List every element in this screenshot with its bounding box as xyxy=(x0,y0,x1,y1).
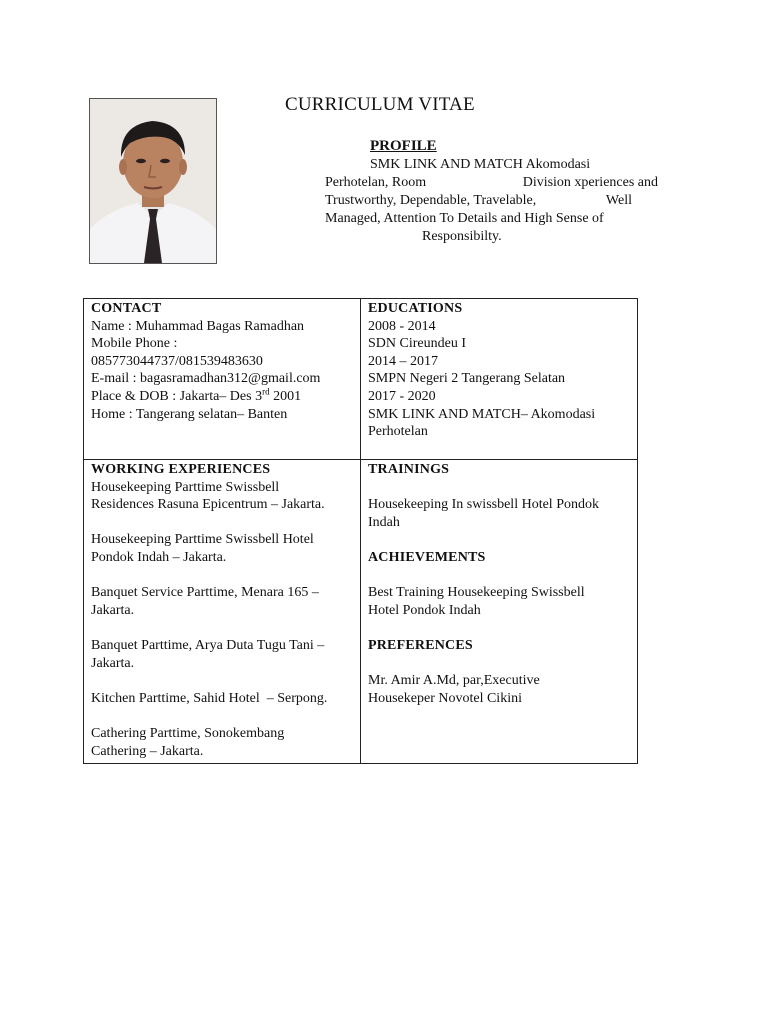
work-line: Residences Rasuna Epicentrum – Jakarta. xyxy=(91,497,325,513)
educations-cell xyxy=(361,299,638,460)
spacer xyxy=(91,567,353,585)
spacer xyxy=(368,619,630,637)
work-item xyxy=(91,637,353,672)
dob-year: 2001 xyxy=(269,388,302,404)
profile-line xyxy=(325,192,670,210)
spacer xyxy=(368,531,630,549)
educations-heading: EDUCATIONS xyxy=(368,301,463,316)
spacer xyxy=(368,655,630,673)
dob-ordinal: rd xyxy=(262,386,270,397)
page-title: CURRICULUM VITAE xyxy=(285,94,475,115)
profile-text-fragment: Division xperiences and xyxy=(522,175,658,190)
profile-text-fragment: Well xyxy=(605,193,632,208)
work-line: Banquet Parttime, Arya Duta Tugu Tani – xyxy=(91,637,325,653)
work-line: Banquet Service Parttime, Menara 165 – xyxy=(91,585,319,601)
work-item xyxy=(91,725,353,760)
portrait-image xyxy=(90,99,216,263)
work-heading: WORKING EXPERIENCES xyxy=(91,462,271,477)
profile-line xyxy=(325,174,670,192)
work-line: Pondok Indah – Jakarta. xyxy=(91,549,227,565)
contact-mobile-label: Mobile Phone : xyxy=(91,336,178,352)
profile-heading: PROFILE xyxy=(370,138,437,154)
profile-text-fragment: Trustworthy, Dependable, Travelable, xyxy=(325,193,537,208)
contact-email: E-mail : bagasramadhan312@gmail.com xyxy=(91,371,321,387)
profile-line: SMK LINK AND MATCH Akomodasi xyxy=(370,157,591,172)
education-line: 2008 - 2014 xyxy=(368,318,436,334)
spacer xyxy=(91,514,353,532)
education-line: 2017 - 2020 xyxy=(368,388,436,404)
education-line: SMPN Negeri 2 Tangerang Selatan xyxy=(368,371,566,387)
work-cell xyxy=(84,460,361,764)
contact-cell xyxy=(84,299,361,460)
work-line: Housekeeping Parttime Swissbell xyxy=(91,479,280,495)
spacer xyxy=(91,619,353,637)
contact-home: Home : Tangerang selatan– Banten xyxy=(91,406,288,422)
preference-line: Housekeper Novotel Cikini xyxy=(368,690,522,706)
preferences-heading: PREFERENCES xyxy=(368,637,473,653)
contact-mobile: 085773044737/081539483630 xyxy=(91,353,263,369)
work-item xyxy=(91,479,353,514)
profile-photo xyxy=(90,99,216,263)
dob-text: Place & DOB : Jakarta– Des 3 xyxy=(91,388,263,404)
profile-line: Managed, Attention To Details and High Sense of xyxy=(325,211,604,226)
spacer xyxy=(91,707,353,725)
achievement-line: Hotel Pondok Indah xyxy=(368,602,481,618)
work-line: Kitchen Parttime, Sahid Hotel – Serpong. xyxy=(91,690,328,706)
work-item xyxy=(91,690,353,708)
work-line: Cathering Parttime, Sonokembang xyxy=(91,725,285,741)
achievement-line: Best Training Housekeeping Swissbell xyxy=(368,585,585,601)
profile-summary xyxy=(325,156,670,246)
contact-name: Name : Muhammad Bagas Ramadhan xyxy=(91,318,305,334)
trainings-heading: TRAININGS xyxy=(368,462,450,477)
profile-text-fragment: Perhotelan, Room xyxy=(325,175,427,190)
profile-line: Responsibilty. xyxy=(422,229,502,244)
spacer xyxy=(368,567,630,585)
contact-dob xyxy=(91,388,353,406)
preference-line: Mr. Amir A.Md, par,Executive xyxy=(368,673,540,689)
education-line: Perhotelan xyxy=(368,424,428,440)
work-line: Jakarta. xyxy=(91,655,135,671)
training-line: Indah xyxy=(368,514,400,530)
trainings-cell xyxy=(361,460,638,764)
education-line: SDN Cireundeu I xyxy=(368,336,466,352)
achievements-heading: ACHIEVEMENTS xyxy=(368,549,486,565)
cv-table xyxy=(83,298,638,764)
training-line: Housekeeping In swissbell Hotel Pondok xyxy=(368,497,599,513)
table-row xyxy=(84,460,638,764)
contact-heading: CONTACT xyxy=(91,301,162,316)
spacer xyxy=(368,479,630,497)
table-row xyxy=(84,299,638,460)
spacer xyxy=(91,672,353,690)
education-line: SMK LINK AND MATCH– Akomodasi xyxy=(368,406,596,422)
work-item xyxy=(91,584,353,619)
work-item xyxy=(91,531,353,566)
work-line: Cathering – Jakarta. xyxy=(91,743,204,759)
work-line: Jakarta. xyxy=(91,602,135,618)
education-line: 2014 – 2017 xyxy=(368,353,438,369)
work-line: Housekeeping Parttime Swissbell Hotel xyxy=(91,532,314,548)
